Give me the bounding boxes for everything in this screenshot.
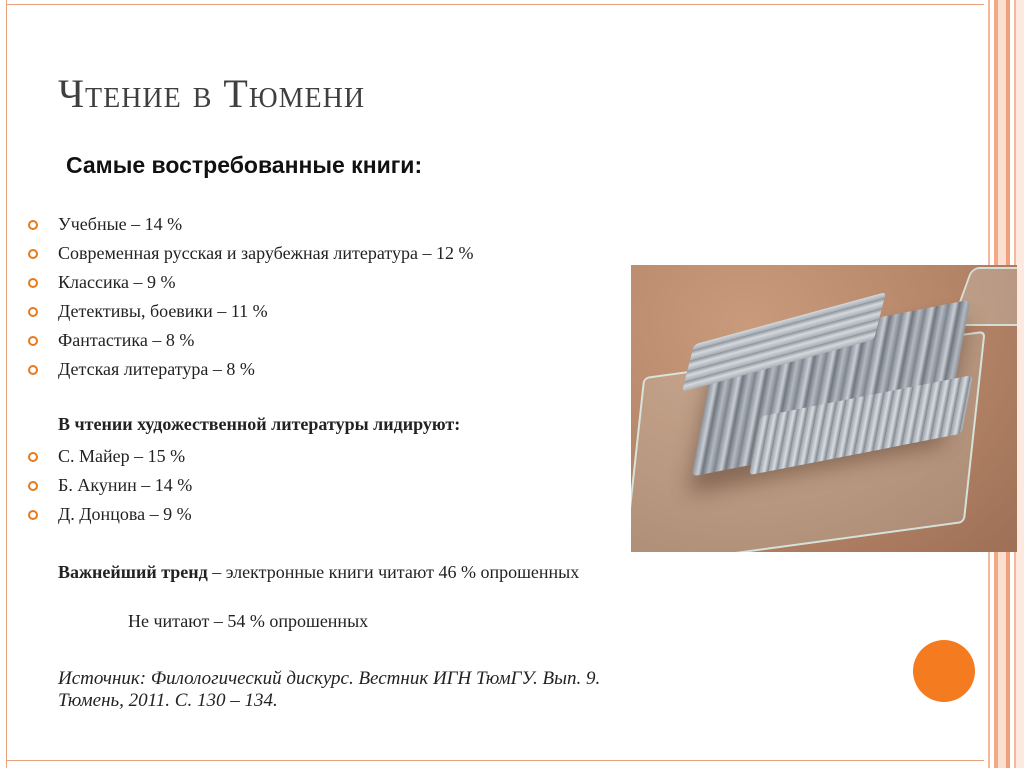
list-item bbox=[28, 471, 638, 500]
list-item bbox=[28, 297, 638, 326]
list-item bbox=[28, 355, 638, 384]
bullet-icon bbox=[28, 278, 38, 288]
bullet-icon bbox=[28, 220, 38, 230]
bullet-icon bbox=[28, 336, 38, 346]
trend-paragraph bbox=[58, 562, 618, 583]
frame-line-bottom bbox=[6, 760, 986, 761]
trend-bold: Важнейший тренд bbox=[58, 562, 208, 582]
list-item bbox=[28, 442, 638, 471]
list-item-label: Д. Донцова – 9 % bbox=[58, 504, 192, 524]
bullet-icon bbox=[28, 307, 38, 317]
list-item-label: С. Майер – 15 % bbox=[58, 446, 186, 466]
list-item-label: Б. Акунин – 14 % bbox=[58, 475, 193, 495]
frame-line-top bbox=[6, 4, 986, 5]
trend-line2: Не читают – 54 % опрошенных bbox=[128, 611, 369, 631]
bullet-icon bbox=[28, 510, 38, 520]
fiction-heading: В чтении художественной литературы лидируют: bbox=[58, 414, 461, 434]
bullet-icon bbox=[28, 481, 38, 491]
list-item bbox=[28, 239, 638, 268]
bullet-icon bbox=[28, 452, 38, 462]
category-list bbox=[28, 210, 638, 384]
list-item-label: Детская литература – 8 % bbox=[58, 359, 255, 379]
slide-title: Чтение в Тюмени bbox=[58, 71, 366, 116]
list-item-label: Фантастика – 8 % bbox=[58, 330, 195, 350]
list-item bbox=[28, 500, 638, 529]
list-item-label: Учебные – 14 % bbox=[58, 214, 183, 234]
list-item bbox=[28, 210, 638, 239]
frame-line-left bbox=[6, 0, 7, 768]
bullet-icon bbox=[28, 365, 38, 375]
author-list bbox=[28, 442, 638, 529]
list-item-label: Детективы, боевики – 11 % bbox=[58, 301, 268, 321]
source-citation: Источник: Филологический дискурс. Вестник ИГН ТюмГУ. Вып. 9. Тюмень, 2011. С. 130 – 134. bbox=[58, 668, 601, 711]
list-item bbox=[28, 326, 638, 355]
trend-text: – электронные книги читают 46 % опрошенных bbox=[207, 562, 580, 582]
list-item-label: Современная русская и зарубежная литература – 12 % bbox=[58, 243, 474, 263]
list-item bbox=[28, 268, 638, 297]
bullet-icon bbox=[28, 249, 38, 259]
list-item-label: Классика – 9 % bbox=[58, 272, 176, 292]
photo-metal-type bbox=[631, 265, 1017, 552]
accent-circle bbox=[913, 640, 975, 702]
slide-subtitle: Самые востребованные книги: bbox=[66, 152, 423, 178]
